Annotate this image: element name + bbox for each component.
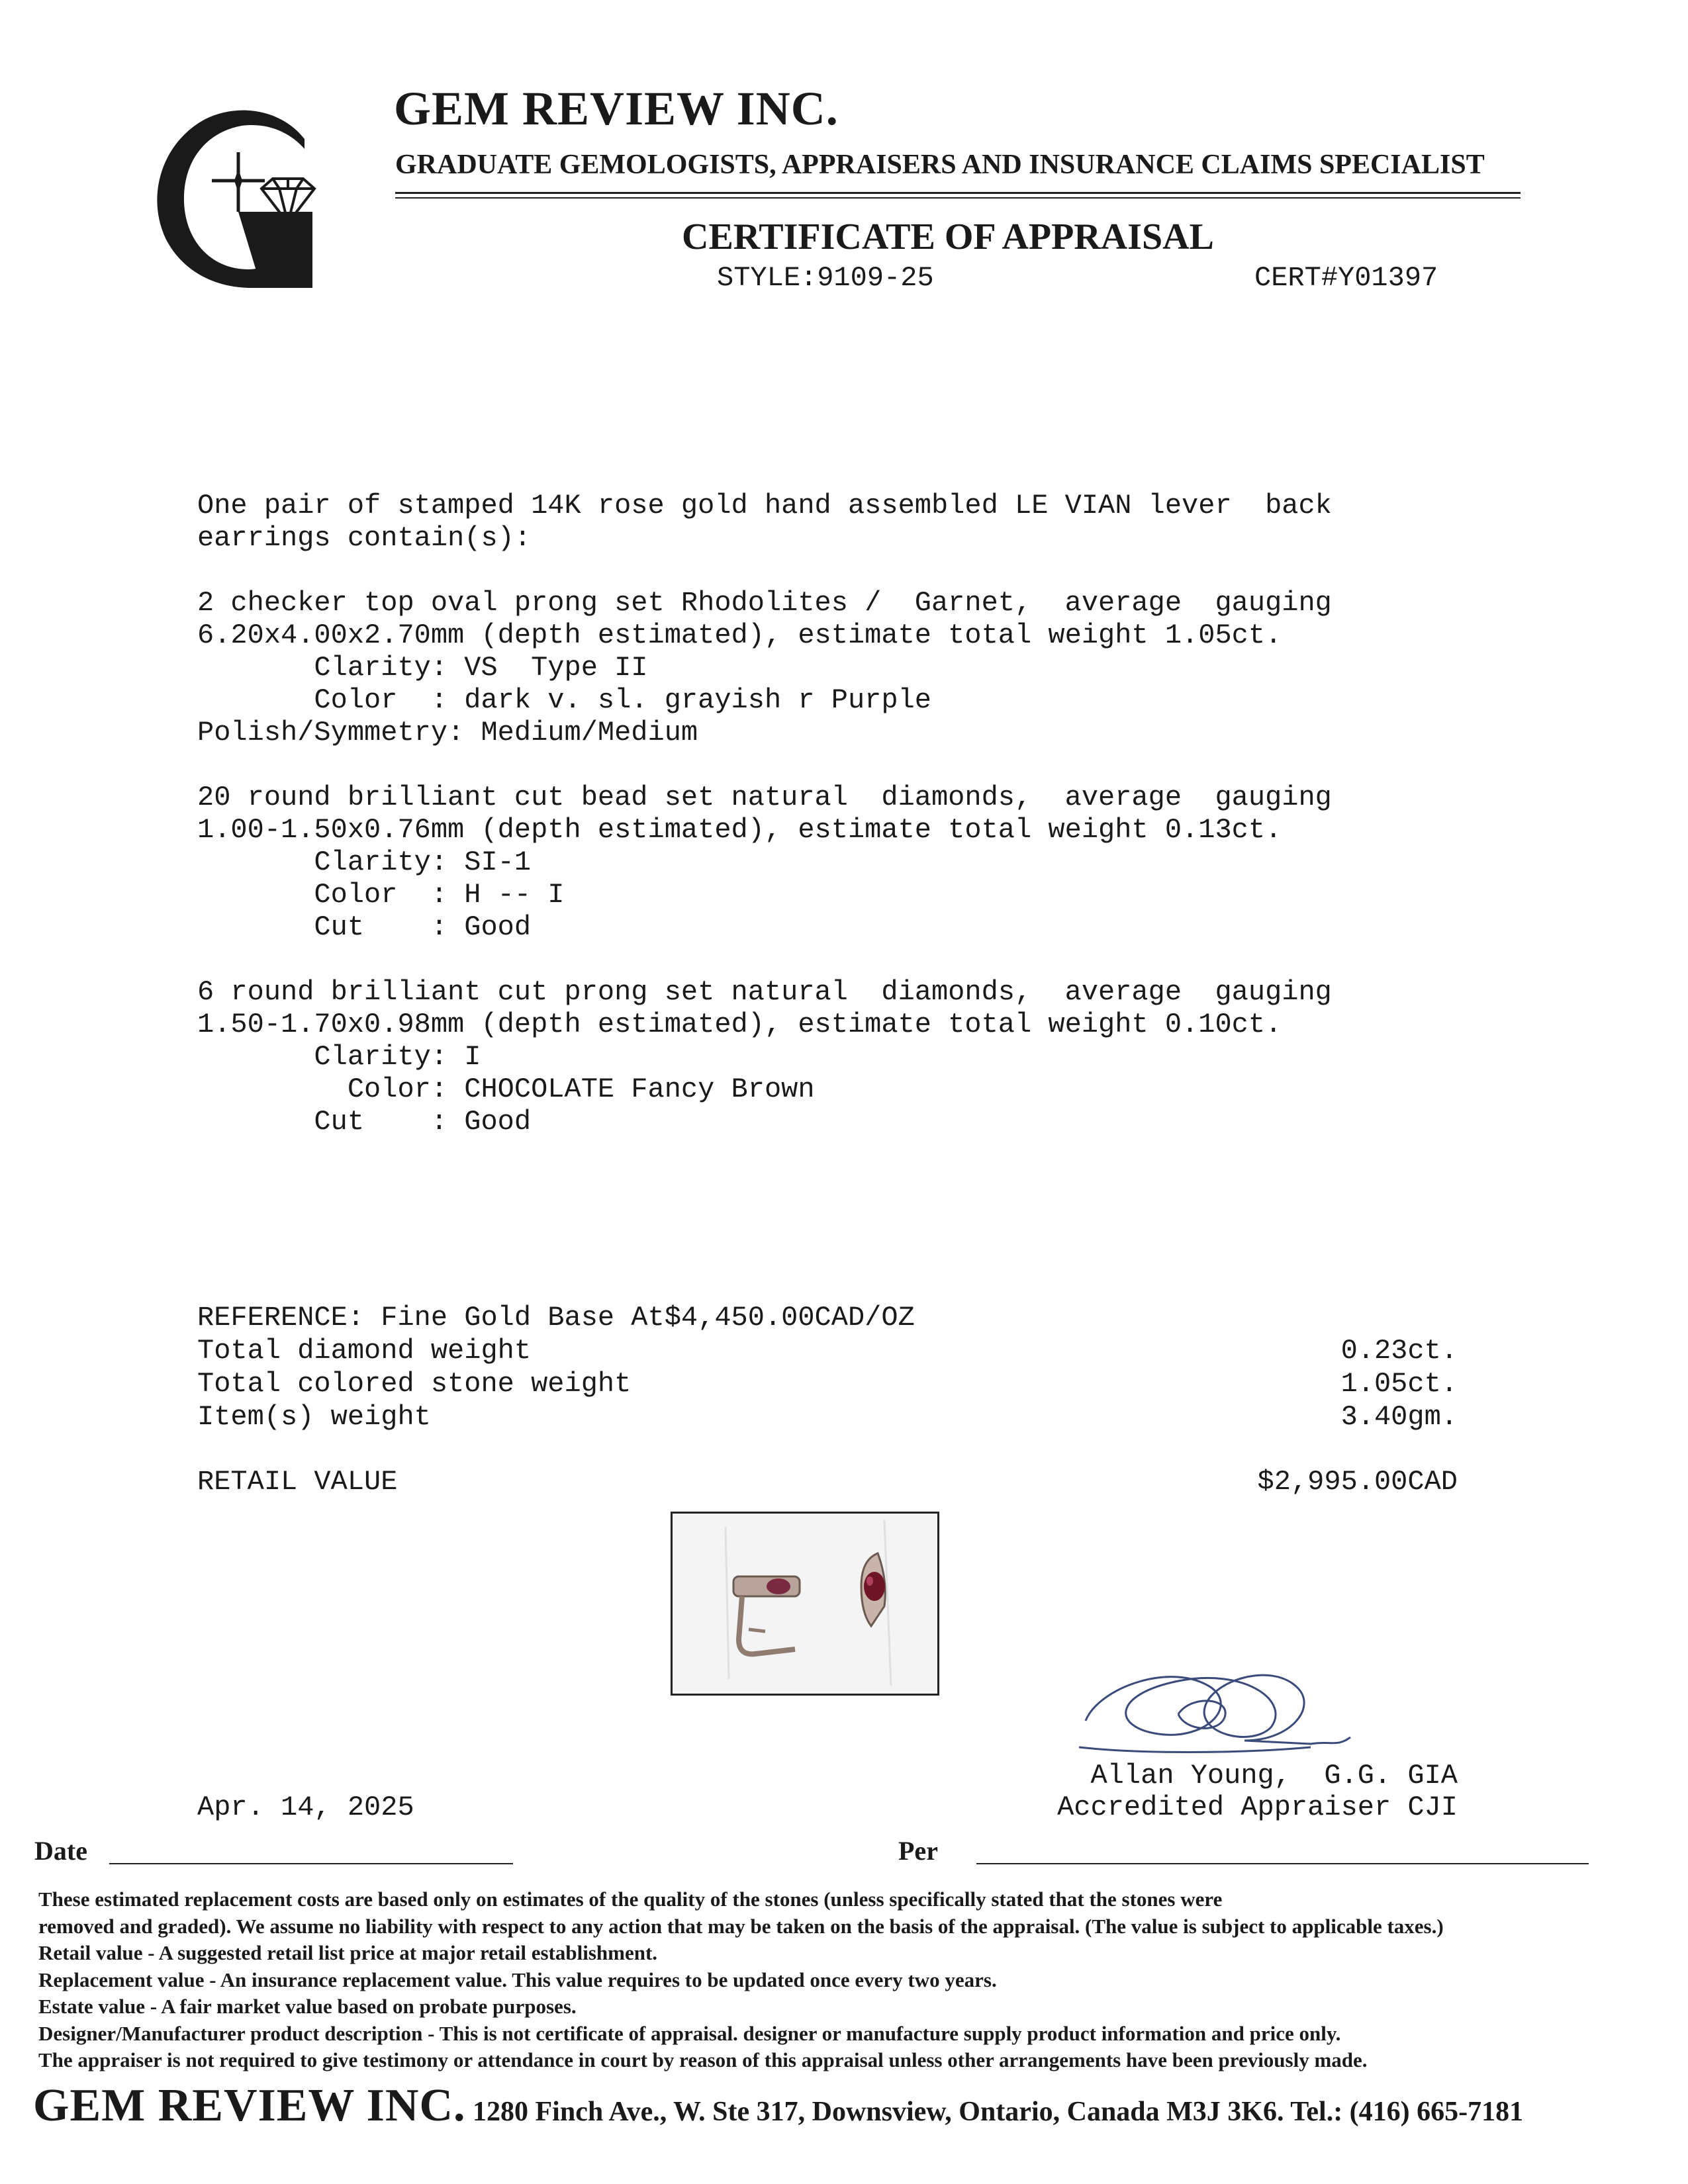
total-diamond-value: 0.23ct. xyxy=(1340,1335,1458,1367)
date-line xyxy=(109,1863,513,1864)
appraisal-body xyxy=(197,490,1332,1138)
stone-block xyxy=(197,587,1332,749)
stone-block xyxy=(197,782,1332,944)
appraiser-title: Accredited Appraiser CJI xyxy=(1057,1792,1458,1823)
per-line xyxy=(976,1863,1589,1864)
cert-number: CERT#Y01397 xyxy=(1254,262,1438,294)
footer-address: 1280 Finch Ave., W. Ste 317, Downsview, Ontario, Canada M3J 3K6. Tel.: (416) 665-7181 xyxy=(465,2097,1524,2127)
appraiser-name: Allan Young, G.G. GIA xyxy=(1090,1760,1458,1792)
stone-line: 1.00-1.50x0.76mm (depth estimated), estimate total weight 0.13ct. xyxy=(197,814,1282,846)
stone-line: Polish/Symmetry: Medium/Medium xyxy=(197,717,698,749)
company-name: GEM REVIEW INC. xyxy=(394,82,839,135)
item-weight-label: Item(s) weight xyxy=(197,1401,431,1433)
stone-line: Clarity: SI-1 xyxy=(197,846,532,878)
total-diamond-label: Total diamond weight xyxy=(197,1335,532,1367)
disclaimer-line: The appraiser is not required to give testimony or attendance in court by reason of this appraisal unless other arrangements have been previously made. xyxy=(38,2048,1368,2071)
header-rule-thin xyxy=(395,197,1521,199)
stone-line: Cut : Good xyxy=(197,1106,532,1138)
style-number: STYLE:9109-25 xyxy=(717,262,934,294)
stone-line: 2 checker top oval prong set Rhodolites / Garnet, average gauging xyxy=(197,587,1332,619)
gem-logo-icon xyxy=(139,96,338,295)
product-photo xyxy=(671,1512,939,1696)
footer-company: GEM REVIEW INC. xyxy=(33,2080,466,2131)
per-label: Per xyxy=(898,1836,938,1866)
stone-line: 6.20x4.00x2.70mm (depth estimated), estimate total weight 1.05ct. xyxy=(197,619,1282,651)
disclaimer-line: Designer/Manufacturer product description - This is not certificate of appraisal. designer or manufacture supply product information and price only. xyxy=(38,2021,1341,2045)
description-line: earrings contain(s): xyxy=(197,522,532,554)
stone-block xyxy=(197,976,1332,1138)
item-weight-value: 3.40gm. xyxy=(1340,1401,1458,1433)
stone-line: Cut : Good xyxy=(197,911,532,943)
disclaimer xyxy=(38,1886,1654,2074)
stone-line: Clarity: VS Type II xyxy=(197,652,648,684)
disclaimer-line: Retail value - A suggested retail list price at major retail establishment. xyxy=(38,1941,658,1964)
earrings-image xyxy=(673,1514,937,1694)
stone-line: Color : H -- I xyxy=(197,879,565,911)
reference-line: REFERENCE: Fine Gold Base At$4,450.00CAD/OZ xyxy=(197,1302,915,1334)
signature-scribble xyxy=(1072,1648,1377,1760)
description-line: One pair of stamped 14K rose gold hand assembled LE VIAN lever back xyxy=(197,490,1332,522)
disclaimer-line: removed and graded). We assume no liability with respect to any action that may be taken on the basis of the appraisal. (The value is subject to applicable taxes.) xyxy=(38,1914,1444,1938)
retail-value-label: RETAIL VALUE xyxy=(197,1466,398,1498)
total-colored-value: 1.05ct. xyxy=(1340,1368,1458,1400)
certificate-title: CERTIFICATE OF APPRAISAL xyxy=(682,216,1214,257)
disclaimer-line: Replacement value - An insurance replacement value. This value requires to be updated once every two years. xyxy=(38,1968,997,1991)
header-rule xyxy=(395,192,1521,194)
retail-value-amount: $2,995.00CAD xyxy=(1257,1466,1458,1498)
company-tagline: GRADUATE GEMOLOGISTS, APPRAISERS AND INSURANCE CLAIMS SPECIALIST xyxy=(395,150,1485,180)
disclaimer-line: These estimated replacement costs are based only on estimates of the quality of the stones (unless specifically stated that the stones were xyxy=(38,1888,1223,1911)
stone-line: Clarity: I xyxy=(197,1041,481,1073)
footer xyxy=(33,2079,1523,2132)
stone-line: Color: CHOCOLATE Fancy Brown xyxy=(197,1073,815,1105)
stone-line: 20 round brilliant cut bead set natural diamonds, average gauging xyxy=(197,782,1332,813)
date-label: Date xyxy=(34,1836,87,1866)
stone-line: 1.50-1.70x0.98mm (depth estimated), estimate total weight 0.10ct. xyxy=(197,1009,1282,1040)
total-colored-label: Total colored stone weight xyxy=(197,1368,632,1400)
stone-line: Color : dark v. sl. grayish r Purple xyxy=(197,684,931,716)
appraisal-date: Apr. 14, 2025 xyxy=(197,1792,414,1823)
stone-line: 6 round brilliant cut prong set natural diamonds, average gauging xyxy=(197,976,1332,1008)
disclaimer-line: Estate value - A fair market value based on probate purposes. xyxy=(38,1995,577,2018)
